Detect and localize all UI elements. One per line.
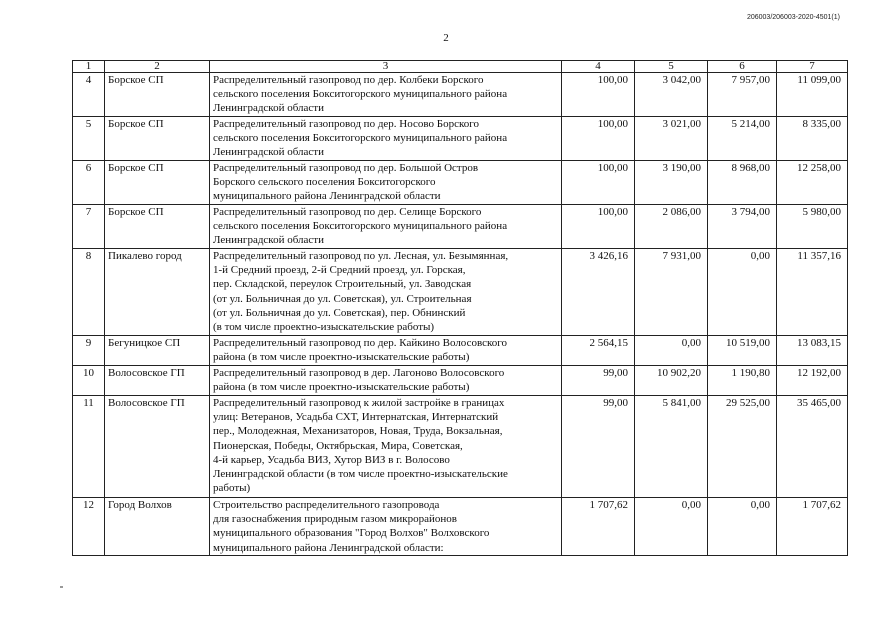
row-value-col5: 3 021,00 (635, 117, 708, 161)
row-value-col4: 99,00 (562, 366, 635, 396)
row-value-col5: 5 841,00 (635, 396, 708, 498)
row-settlement: Волосовское ГП (105, 366, 210, 396)
column-header: 7 (777, 61, 848, 73)
row-value-col7: 5 980,00 (777, 205, 848, 249)
row-value-col5: 0,00 (635, 336, 708, 366)
row-value-col6: 7 957,00 (708, 73, 777, 117)
row-description: Распределительный газопровод в дер. Лагоново Волосовского района (в том числе проектно-изыскательские работы) (210, 366, 562, 396)
row-value-col5: 3 190,00 (635, 161, 708, 205)
row-value-col6: 0,00 (708, 249, 777, 336)
row-settlement: Борское СП (105, 117, 210, 161)
row-number: 10 (73, 366, 105, 396)
header-row (73, 61, 848, 73)
table-row (73, 396, 848, 498)
row-value-col5: 2 086,00 (635, 205, 708, 249)
row-value-col7: 12 192,00 (777, 366, 848, 396)
row-number: 6 (73, 161, 105, 205)
row-settlement: Борское СП (105, 161, 210, 205)
row-number: 11 (73, 396, 105, 498)
row-value-col7: 11 357,16 (777, 249, 848, 336)
page-number: 2 (443, 32, 449, 44)
row-description: Распределительный газопровод по дер. Селище Борского сельского поселения Бокситогорского муниципального района Ленинградской области (210, 205, 562, 249)
row-value-col6: 29 525,00 (708, 396, 777, 498)
row-number: 9 (73, 336, 105, 366)
row-settlement: Бегуницкое СП (105, 336, 210, 366)
row-value-col6: 3 794,00 (708, 205, 777, 249)
row-value-col5: 10 902,20 (635, 366, 708, 396)
row-description: Распределительный газопровод по дер. Колбеки Борского сельского поселения Бокситогорского муниципального района Ленинградской области (210, 73, 562, 117)
row-description: Распределительный газопровод по дер. Носово Борского сельского поселения Бокситогорского муниципального района Ленинградской области (210, 117, 562, 161)
row-settlement: Волосовское ГП (105, 396, 210, 498)
row-value-col5: 0,00 (635, 498, 708, 556)
row-value-col6: 10 519,00 (708, 336, 777, 366)
row-description: Распределительный газопровод по ул. Лесная, ул. Безымянная, 1-й Средний проезд, 2-й Средний проезд, ул. Горская, пер. Складской, переулок Строительный, ул. Заводская (от ул. Больничная до ул. Советская), ул. Строительная (от ул. Больничная до ул. Советская), пер. Обнинский (в том числе проектно-изыскательские работы) (210, 249, 562, 336)
row-value-col4: 100,00 (562, 161, 635, 205)
table-row (73, 205, 848, 249)
row-settlement: Пикалево город (105, 249, 210, 336)
row-number: 12 (73, 498, 105, 556)
gas-pipeline-table (72, 60, 848, 556)
row-value-col4: 100,00 (562, 205, 635, 249)
table-row (73, 117, 848, 161)
row-value-col4: 1 707,62 (562, 498, 635, 556)
row-value-col4: 100,00 (562, 117, 635, 161)
row-value-col6: 0,00 (708, 498, 777, 556)
table-row (73, 498, 848, 556)
table-row (73, 73, 848, 117)
row-settlement: Борское СП (105, 205, 210, 249)
row-settlement: Борское СП (105, 73, 210, 117)
row-value-col6: 8 968,00 (708, 161, 777, 205)
column-header: 3 (210, 61, 562, 73)
row-value-col4: 3 426,16 (562, 249, 635, 336)
row-value-col4: 100,00 (562, 73, 635, 117)
column-header: 5 (635, 61, 708, 73)
row-value-col5: 7 931,00 (635, 249, 708, 336)
scan-mark (60, 586, 63, 588)
column-header: 2 (105, 61, 210, 73)
row-number: 8 (73, 249, 105, 336)
row-value-col4: 99,00 (562, 396, 635, 498)
row-value-col7: 12 258,00 (777, 161, 848, 205)
row-number: 4 (73, 73, 105, 117)
row-value-col4: 2 564,15 (562, 336, 635, 366)
row-value-col6: 5 214,00 (708, 117, 777, 161)
row-description: Распределительный газопровод по дер. Кайкино Волосовского района (в том числе проектно-изыскательские работы) (210, 336, 562, 366)
document-id: 206003/206003-2020-4501(1) (746, 14, 840, 21)
row-value-col7: 1 707,62 (777, 498, 848, 556)
table-row (73, 336, 848, 366)
row-description: Распределительный газопровод к жилой застройке в границах улиц: Ветеранов, Усадьба СХТ, Интернатская, Интернатский пер., Молодежная, Механизаторов, Новая, Труда, Вокзальная, Пионерская, Победы, Октябрьская, Мира, Советская, 4-й карьер, Усадьба ВИЗ, Хутор ВИЗ в г. Волосово Ленинградской области (в том числе проектно-изыскательские работы) (210, 396, 562, 498)
table-row (73, 161, 848, 205)
row-value-col5: 3 042,00 (635, 73, 708, 117)
column-header: 1 (73, 61, 105, 73)
row-value-col7: 13 083,15 (777, 336, 848, 366)
column-header: 6 (708, 61, 777, 73)
table-row (73, 249, 848, 336)
row-value-col7: 35 465,00 (777, 396, 848, 498)
row-number: 5 (73, 117, 105, 161)
table-row (73, 366, 848, 396)
row-value-col7: 8 335,00 (777, 117, 848, 161)
row-number: 7 (73, 205, 105, 249)
row-settlement: Город Волхов (105, 498, 210, 556)
row-value-col7: 11 099,00 (777, 73, 848, 117)
row-value-col6: 1 190,80 (708, 366, 777, 396)
row-description: Распределительный газопровод по дер. Большой Остров Борского сельского поселения Бокситогорского муниципального района Ленинградской области (210, 161, 562, 205)
column-header: 4 (562, 61, 635, 73)
row-description: Строительство распределительного газопровода для газоснабжения природным газом микрорайонов муниципального образования "Город Волхов" Волховского муниципального района Ленинградской области: (210, 498, 562, 556)
